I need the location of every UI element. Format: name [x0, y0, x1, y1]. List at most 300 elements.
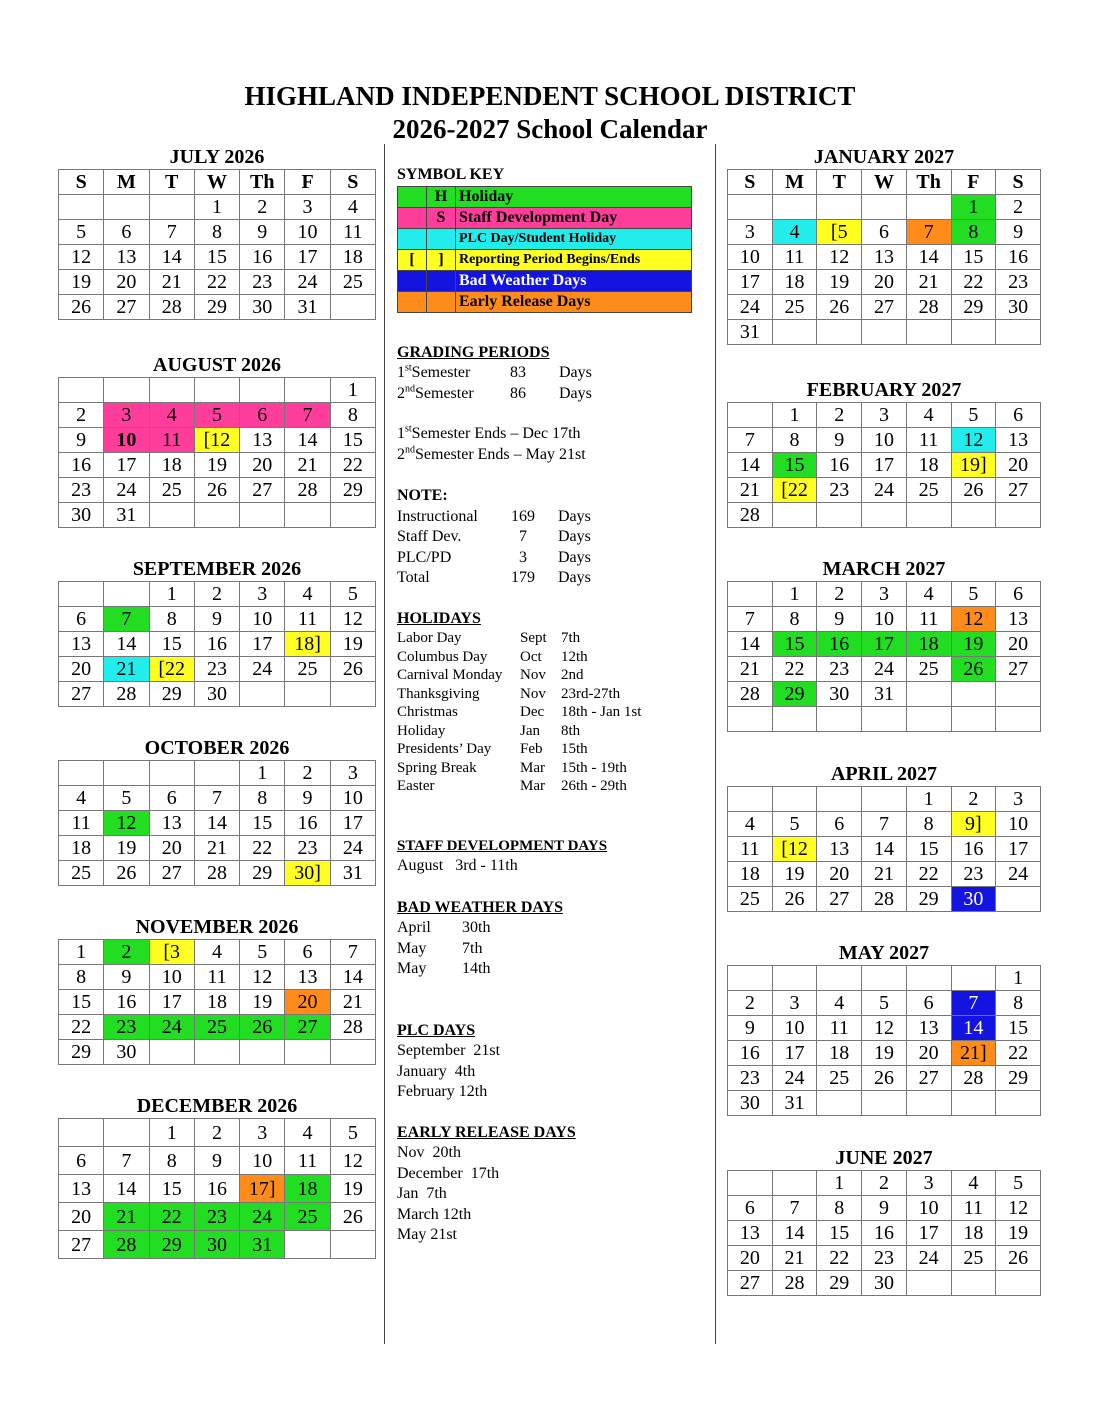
day-cell [728, 966, 773, 991]
bad-weather-list [397, 918, 707, 980]
day-cell: 26 [772, 887, 817, 912]
day-cell [817, 1091, 862, 1116]
day-cell: 5 [951, 582, 996, 607]
day-cell [772, 1171, 817, 1196]
day-cell: 23 [817, 657, 862, 682]
symbol-key-heading: SYMBOL KEY [397, 166, 505, 183]
day-cell [951, 1091, 996, 1116]
month-january-2027 [727, 145, 1041, 345]
holiday-month: Mar [520, 759, 545, 776]
day-cell: 3 [996, 787, 1041, 812]
day-cell: 4 [951, 1171, 996, 1196]
day-cell: 25 [772, 295, 817, 320]
month-october-2026 [58, 736, 376, 886]
week-row [728, 453, 1041, 478]
day-cell: 17 [104, 453, 149, 478]
day-cell: 27 [728, 1271, 773, 1296]
day-cell [906, 195, 951, 220]
day-cell [772, 503, 817, 528]
day-cell: 11 [149, 428, 194, 453]
day-cell: 17 [906, 1221, 951, 1246]
day-cell [817, 195, 862, 220]
day-cell: 24 [330, 836, 375, 861]
day-cell [817, 787, 862, 812]
day-cell: 28 [906, 295, 951, 320]
day-cell: 15 [817, 1221, 862, 1246]
day-cell [330, 503, 375, 528]
day-cell [285, 378, 330, 403]
note-heading: NOTE: [397, 487, 448, 504]
day-cell: 10 [285, 220, 330, 245]
day-cell [285, 503, 330, 528]
day-cell: 8 [772, 607, 817, 632]
day-cell [817, 503, 862, 528]
day-cell: 5 [330, 582, 375, 607]
day-cell: 12 [330, 607, 375, 632]
day-cell: 7 [728, 428, 773, 453]
day-cell: 6 [104, 220, 149, 245]
month-august-2026 [58, 353, 376, 528]
day-cell: [3 [149, 940, 194, 965]
day-cell: 21 [906, 270, 951, 295]
holiday-row [397, 666, 707, 685]
holiday-name: Christmas [397, 704, 458, 720]
day-cell: 6 [59, 607, 104, 632]
holiday-row [397, 685, 707, 704]
day-cell: 9 [728, 1016, 773, 1041]
holiday-row [397, 740, 707, 759]
week-row [59, 990, 376, 1015]
week-row [728, 478, 1041, 503]
day-cell [906, 320, 951, 345]
holiday-name: Holiday [397, 722, 446, 739]
day-cell: 15 [772, 632, 817, 657]
day-cell: 29 [149, 682, 194, 707]
week-row [728, 1041, 1041, 1066]
week-row [728, 428, 1041, 453]
early-release-list [397, 1143, 707, 1246]
week-row [59, 940, 376, 965]
day-cell: 3 [240, 582, 285, 607]
day-cell: 1 [149, 582, 194, 607]
day-cell: 17 [149, 990, 194, 1015]
holiday-date: 15th [561, 741, 588, 757]
day-cell: 27 [59, 1231, 104, 1259]
day-cell: 6 [906, 991, 951, 1016]
day-cell: 25 [330, 270, 375, 295]
week-row [59, 657, 376, 682]
day-cell: 15 [149, 632, 194, 657]
day-cell: 20 [104, 270, 149, 295]
day-cell [996, 320, 1041, 345]
symbol-key-row [398, 207, 692, 228]
day-cell: 1 [194, 195, 239, 220]
day-cell: 15 [996, 1016, 1041, 1041]
day-cell: 4 [285, 582, 330, 607]
day-cell [862, 1091, 907, 1116]
day-cell [59, 761, 104, 786]
day-cell [194, 503, 239, 528]
symbol-key-mark [398, 186, 427, 207]
column-divider-left [384, 144, 385, 1344]
day-cell [996, 682, 1041, 707]
month-february-2027 [727, 378, 1041, 528]
day-cell: 9 [817, 428, 862, 453]
day-cell: 18 [194, 990, 239, 1015]
day-cell: 26 [240, 1015, 285, 1040]
day-cell [772, 787, 817, 812]
month-title: AUGUST 2026 [153, 354, 281, 376]
week-row [59, 1147, 376, 1175]
early-release-heading: EARLY RELEASE DAYS [397, 1123, 576, 1141]
day-cell: 29 [240, 861, 285, 886]
day-cell: 20 [59, 1203, 104, 1231]
day-cell: 1 [240, 761, 285, 786]
month-november-2026 [58, 915, 376, 1065]
day-cell: 19 [240, 990, 285, 1015]
day-cell: 28 [330, 1015, 375, 1040]
day-cell: 9 [285, 786, 330, 811]
weekday-header: F [951, 170, 996, 195]
holiday-month: Sept [520, 630, 547, 646]
day-cell: 4 [149, 403, 194, 428]
day-cell: 7 [330, 940, 375, 965]
day-cell: 17 [996, 837, 1041, 862]
week-row [728, 195, 1041, 220]
week-row [59, 1203, 376, 1231]
day-cell: 23 [862, 1246, 907, 1271]
day-cell: 27 [59, 682, 104, 707]
day-cell: 24 [862, 657, 907, 682]
day-cell: 21 [194, 836, 239, 861]
day-cell: 9 [996, 220, 1041, 245]
day-cell: 4 [906, 403, 951, 428]
week-row [59, 245, 376, 270]
day-cell: 12 [951, 607, 996, 632]
week-row [59, 503, 376, 528]
week-row [59, 1175, 376, 1203]
day-cell: 7 [285, 403, 330, 428]
day-cell: 11 [728, 837, 773, 862]
day-cell: 12 [59, 245, 104, 270]
day-cell [104, 195, 149, 220]
note-label: PLC/PD [397, 548, 452, 566]
early-release-row: Jan 7th [397, 1185, 447, 1202]
day-cell [951, 966, 996, 991]
plc-days-list [397, 1041, 707, 1103]
day-cell: 12 [817, 245, 862, 270]
day-cell: 2 [59, 403, 104, 428]
day-cell: 22 [951, 270, 996, 295]
day-cell: 10 [240, 1147, 285, 1175]
day-cell: 30 [194, 1231, 239, 1259]
day-cell: 30 [194, 682, 239, 707]
symbol-key-mark [427, 228, 456, 249]
weekday-header: M [772, 170, 817, 195]
day-cell: 8 [330, 403, 375, 428]
day-cell: 14 [906, 245, 951, 270]
day-cell: 5 [104, 786, 149, 811]
month-december-2026 [58, 1094, 376, 1259]
day-cell: 23 [951, 862, 996, 887]
week-row [59, 861, 376, 886]
day-cell: 2 [862, 1171, 907, 1196]
day-cell: 3 [862, 582, 907, 607]
day-cell [149, 1040, 194, 1065]
day-cell: 5 [59, 220, 104, 245]
day-cell: 20 [285, 990, 330, 1015]
day-cell: 25 [906, 657, 951, 682]
day-cell: 18 [285, 1175, 330, 1203]
day-cell: 26 [862, 1066, 907, 1091]
note-row [397, 568, 707, 589]
symbol-key-label: Staff Development Day [456, 207, 692, 228]
day-cell: 24 [240, 1203, 285, 1231]
week-row [728, 862, 1041, 887]
day-cell [194, 378, 239, 403]
day-cell: 3 [330, 761, 375, 786]
day-cell: 24 [728, 295, 773, 320]
day-cell: 29 [906, 887, 951, 912]
weekday-header: Th [906, 170, 951, 195]
day-cell: 26 [951, 657, 996, 682]
week-row [728, 1066, 1041, 1091]
day-cell: 22 [59, 1015, 104, 1040]
day-cell: 30 [817, 682, 862, 707]
day-cell [862, 320, 907, 345]
day-cell: 17 [728, 270, 773, 295]
day-cell: 10 [104, 428, 149, 453]
symbol-key-row [398, 270, 692, 291]
day-cell [149, 503, 194, 528]
weekday-header: S [59, 170, 104, 195]
early-release-row: Nov 20th [397, 1144, 461, 1161]
week-row [728, 403, 1041, 428]
day-cell [59, 378, 104, 403]
holiday-month: Jan [520, 722, 540, 739]
month-grid [727, 1170, 1041, 1296]
day-cell: 25 [817, 1066, 862, 1091]
weekday-header: Th [240, 170, 285, 195]
week-row [59, 965, 376, 990]
semester-end-text: Semester Ends – May 21st [415, 445, 586, 463]
day-cell [817, 320, 862, 345]
day-cell: 2 [240, 195, 285, 220]
day-cell: 1 [330, 378, 375, 403]
holiday-month: Nov [520, 667, 546, 683]
grading-period-label [397, 384, 510, 405]
day-cell: 13 [240, 428, 285, 453]
day-cell: 9 [104, 965, 149, 990]
day-cell: 21 [728, 657, 773, 682]
day-cell: 28 [728, 682, 773, 707]
day-cell: 18 [906, 453, 951, 478]
day-cell: 22 [772, 657, 817, 682]
day-cell: 14 [862, 837, 907, 862]
day-cell: 7 [104, 1147, 149, 1175]
day-cell: 25 [951, 1246, 996, 1271]
symbol-key-row [398, 291, 692, 312]
note-label: Instructional [397, 507, 478, 525]
note-label: Staff Dev. [397, 528, 462, 545]
day-cell: 30 [996, 295, 1041, 320]
weekday-header: S [330, 170, 375, 195]
day-cell: 25 [906, 478, 951, 503]
day-cell [996, 887, 1041, 912]
day-cell: 26 [817, 295, 862, 320]
day-cell: 2 [104, 940, 149, 965]
bad-weather-date: 7th [462, 939, 483, 957]
day-cell: 9 [59, 428, 104, 453]
grading-period-label [397, 363, 510, 384]
week-row [59, 607, 376, 632]
day-cell: 15 [951, 245, 996, 270]
bad-weather-row [397, 918, 707, 939]
day-cell: 16 [817, 453, 862, 478]
day-cell: 6 [996, 403, 1041, 428]
day-cell: 31 [240, 1231, 285, 1259]
day-cell: 12 [104, 811, 149, 836]
day-cell: 19 [996, 1221, 1041, 1246]
weekday-header: T [149, 170, 194, 195]
day-cell: 30] [285, 861, 330, 886]
week-row [59, 582, 376, 607]
day-cell: 28 [285, 478, 330, 503]
day-cell [996, 1091, 1041, 1116]
day-cell: 1 [772, 582, 817, 607]
early-release-row: December 17th [397, 1164, 500, 1182]
day-cell: 27 [240, 478, 285, 503]
week-row [728, 837, 1041, 862]
day-cell: 7 [104, 607, 149, 632]
month-title: JANUARY 2027 [813, 146, 955, 168]
day-cell: 24 [240, 657, 285, 682]
day-cell: 24 [906, 1246, 951, 1271]
week-row [728, 220, 1041, 245]
holiday-date: 15th - 19th [561, 759, 627, 776]
day-cell: 16 [862, 1221, 907, 1246]
week-row [59, 270, 376, 295]
day-cell: [22 [149, 657, 194, 682]
note-value: 179 [511, 569, 535, 586]
symbol-key-label: Reporting Period Begins/Ends [456, 249, 692, 270]
month-title: SEPTEMBER 2026 [132, 558, 302, 580]
day-cell [149, 761, 194, 786]
day-cell: 24 [285, 270, 330, 295]
day-cell: 20 [59, 657, 104, 682]
day-cell: 30 [951, 887, 996, 912]
ordinal-number: 1 [397, 364, 405, 381]
grading-period-name: Semester [411, 364, 471, 381]
month-grid [727, 581, 1041, 732]
day-cell [194, 1040, 239, 1065]
day-cell [149, 378, 194, 403]
week-row [728, 632, 1041, 657]
ordinal-suffix: nd [405, 444, 415, 456]
holiday-name: Labor Day [397, 630, 462, 646]
day-cell: 27 [817, 887, 862, 912]
day-cell: 5 [194, 403, 239, 428]
day-cell: 22 [149, 1203, 194, 1231]
day-cell: 13 [59, 632, 104, 657]
day-cell: 16 [194, 632, 239, 657]
day-cell: 13 [149, 811, 194, 836]
day-cell: 26 [59, 295, 104, 320]
month-title: JULY 2026 [169, 146, 265, 168]
bad-weather-month: May [397, 960, 427, 977]
day-cell: 20 [996, 632, 1041, 657]
day-cell: 15 [149, 1175, 194, 1203]
day-cell: 17 [862, 453, 907, 478]
day-cell: 9 [240, 220, 285, 245]
day-cell: 9 [194, 607, 239, 632]
week-row [59, 836, 376, 861]
day-cell: 18 [149, 453, 194, 478]
day-cell [862, 707, 907, 732]
day-cell [104, 1119, 149, 1147]
grading-period-row [397, 384, 707, 405]
day-cell [194, 761, 239, 786]
week-row [59, 478, 376, 503]
day-cell: 21] [951, 1041, 996, 1066]
grading-periods-heading: GRADING PERIODS [397, 343, 550, 361]
ordinal-number: 2 [397, 384, 405, 402]
day-cell: 13 [728, 1221, 773, 1246]
holiday-date: 18th - Jan 1st [561, 704, 642, 720]
day-cell: 19 [772, 862, 817, 887]
month-grid [727, 786, 1041, 912]
early-release-row: May 21st [397, 1226, 457, 1243]
day-cell: 25 [59, 861, 104, 886]
day-cell: 17 [772, 1041, 817, 1066]
holiday-row [397, 703, 707, 722]
week-row [728, 1271, 1041, 1296]
day-cell: 31 [104, 503, 149, 528]
symbol-key-mark: ] [427, 249, 456, 270]
day-cell [996, 503, 1041, 528]
day-cell: 19 [817, 270, 862, 295]
day-cell: 20 [149, 836, 194, 861]
day-cell: 16 [728, 1041, 773, 1066]
day-cell [996, 1271, 1041, 1296]
day-cell: 13 [906, 1016, 951, 1041]
day-cell [906, 1271, 951, 1296]
week-row [728, 657, 1041, 682]
month-june-2027 [727, 1146, 1041, 1296]
day-cell: 22 [240, 836, 285, 861]
day-cell [906, 1091, 951, 1116]
day-cell: 14 [728, 632, 773, 657]
day-cell: 21 [330, 990, 375, 1015]
day-cell: 11 [194, 965, 239, 990]
bad-weather-date: 14th [462, 960, 491, 977]
day-cell: 29 [59, 1040, 104, 1065]
day-cell [996, 707, 1041, 732]
day-cell: 31 [728, 320, 773, 345]
bad-weather-heading: BAD WEATHER DAYS [397, 898, 563, 916]
semester-end-row [397, 424, 707, 445]
symbol-key-mark [398, 228, 427, 249]
days-unit: Days [558, 528, 591, 545]
day-cell: 29 [194, 295, 239, 320]
day-cell: 13 [104, 245, 149, 270]
day-cell: 7 [906, 220, 951, 245]
day-cell: 4 [728, 812, 773, 837]
day-cell: 19 [951, 632, 996, 657]
day-cell: 8 [951, 220, 996, 245]
weekday-header-row [59, 170, 376, 195]
day-cell [951, 320, 996, 345]
